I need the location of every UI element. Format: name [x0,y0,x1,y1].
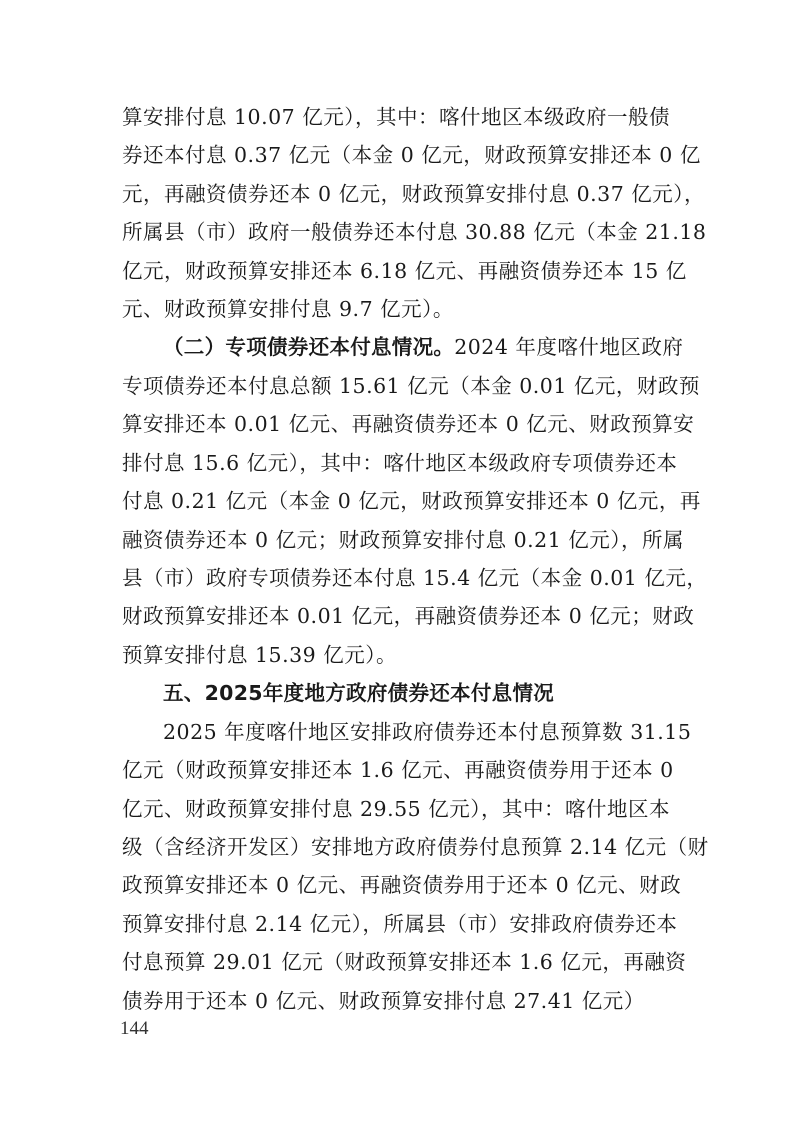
line-text: 债券用于还本 0 亿元、财政预算安排付息 27.41 亿元） [122,989,645,1013]
line-text: 财政预算安排还本 0.01 亿元，再融资债券还本 0 亿元；财政 [122,604,695,628]
line-text: 融资债券还本 0 亿元；财政预算安排付息 0.21 亿元），所属 [122,528,685,552]
text-line [122,871,682,899]
line-text: 元，再融资债券还本 0 亿元，财政预算安排付息 0.37 亿元）， [122,182,706,206]
text-line [122,103,682,131]
line-text: 专项债券还本付息总额 15.61 亿元（本金 0.01 亿元，财政预 [122,374,700,398]
text-line [122,948,687,976]
line-text: 付息 0.21 亿元（本金 0 亿元，财政预算安排还本 0 亿元，再 [122,489,701,513]
text-line [122,295,682,323]
line-text: 算安排还本 0.01 亿元、再融资债券还本 0 亿元、财政预算安 [122,412,695,436]
text-line [122,987,682,1015]
heading-text: 五、2025年度地方政府债券还本付息情况 [163,681,555,705]
line-text: 券还本付息 0.37 亿元（本金 0 亿元，财政预算安排还本 0 亿 [122,143,701,167]
text-line [122,257,687,285]
section-heading [163,679,723,707]
text-line [122,410,695,438]
line-text: 排付息 15.6 亿元），其中：喀什地区本级政府专项债券还本 [122,451,678,475]
line-text: 预算安排付息 2.14 亿元），所属县（市）安排政府债券还本 [122,912,678,936]
section-lead-line [163,333,723,361]
subsection-heading: （二）专项债券还本付息情况。 [163,335,455,359]
text-line [122,641,682,669]
line-text: 所属县（市）政府一般债券还本付息 30.88 亿元（本金 21.18 [122,220,707,244]
text-line [122,756,682,784]
line-text: 亿元、财政预算安排付息 29.55 亿元），其中：喀什地区本 [122,797,670,821]
text-line [122,180,706,208]
text-line [122,449,682,477]
line-text: 预算安排付息 15.39 亿元）。 [122,643,397,667]
line-text: 县（市）政府专项债券还本付息 15.4 亿元（本金 0.01 亿元， [122,566,708,590]
text-line [122,833,709,861]
line-text: 付息预算 29.01 亿元（财政预算安排还本 1.6 亿元，再融资 [122,950,687,974]
page-number: 144 [120,1018,149,1039]
text-line [122,487,701,515]
line-text: 亿元（财政预算安排还本 1.6 亿元、再融资债券用于还本 0 [122,758,674,782]
text-line [122,910,682,938]
text-line [163,718,723,746]
line-text: 亿元，财政预算安排还本 6.18 亿元、再融资债券还本 15 亿 [122,259,687,283]
text-line [122,526,685,554]
line-text: 2024 年度喀什地区政府 [454,335,684,359]
text-line [122,602,695,630]
line-text: 算安排付息 10.07 亿元），其中：喀什地区本级政府一般债 [122,105,670,129]
text-line [122,372,700,400]
text-line [122,795,682,823]
line-text: 元、财政预算安排付息 9.7 亿元）。 [122,297,454,321]
line-text: 级（含经济开发区）安排地方政府债券付息预算 2.14 亿元（财 [122,835,709,859]
text-line [122,218,707,246]
line-text: 政预算安排还本 0 亿元、再融资债券用于还本 0 亿元、财政 [122,873,682,897]
text-line [122,141,701,169]
line-text: 2025 年度喀什地区安排政府债券还本付息预算数 31.15 [163,720,692,744]
text-line [122,564,708,592]
